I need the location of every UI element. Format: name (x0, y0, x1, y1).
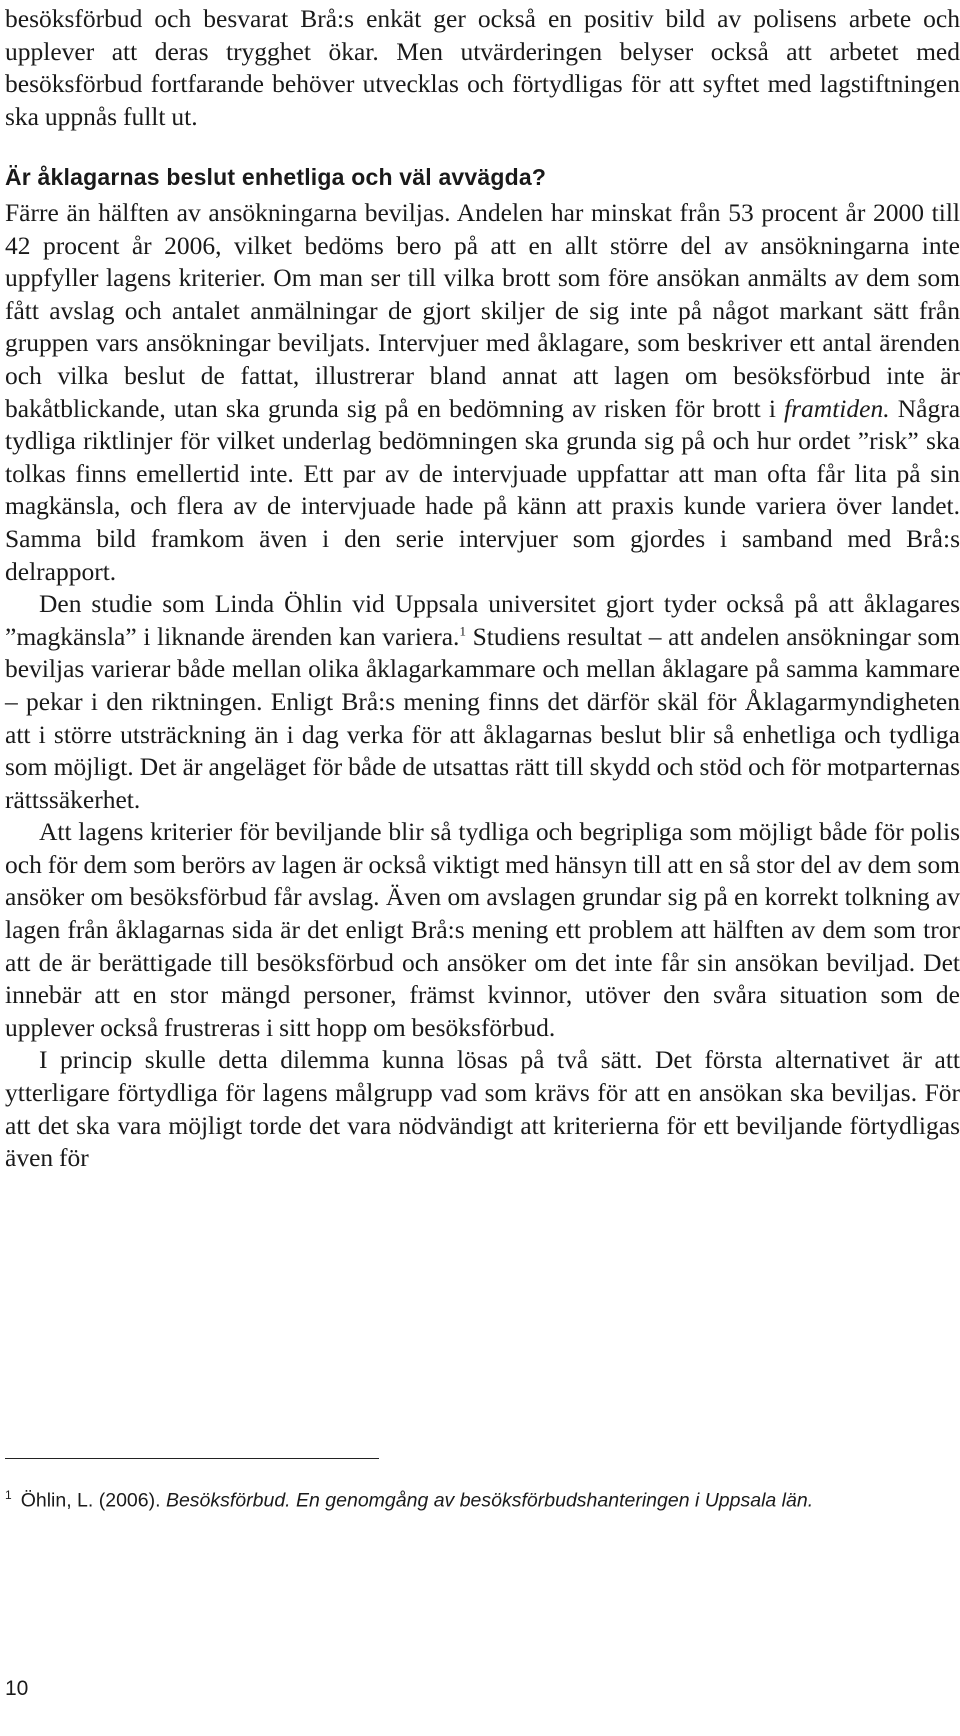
footnote (5, 1488, 813, 1513)
footnote-author: Öhlin, L. (2006). (20, 1489, 166, 1512)
paragraph-2 (5, 588, 960, 816)
paragraph-2-text-a: Den studie som Linda Öhlin vid Uppsala universitet gjort tyder också på att åklagares ”magkänsla” i liknande ärenden kan variera. (5, 589, 960, 651)
section-heading: Är åklagarnas beslut enhetliga och väl avvägda? (5, 164, 547, 190)
footnote-title: Besöksförbud. En genomgång av besöksförbudshanteringen i Uppsala län. (165, 1489, 814, 1512)
paragraph-1-text-a: Färre än hälften av ansökningarna beviljas. Andelen har minskat från 53 procent år 2000 till 42 procent år 2006, vilket bedöms bero på att en allt större del av ansökningarna inte uppfyller lagens kriterier. Om man ser till vilka brott som före ansökan anmälts av dem som fått avslag och antalet anmälningar de gjort skiljer de sig inte på något markant sätt från gruppen vars ansökningar beviljats. Intervjuer med åklagare, som beskriver ett antal ärenden och vilka beslut de fattat, illustrerar bland annat att lagen om besöksförbud inte är bakåtblickande, utan ska grunda sig på en bedömning av risken för brott i (5, 198, 960, 423)
page-number: 10 (5, 1677, 29, 1700)
intro-paragraph-text: besöksförbud och besvarat Brå:s enkät ger också en positiv bild av polisens arbete och upplever att deras trygghet ökar. Men utvärderingen belyser också att arbetet med besöksförbud fortfarande behöver utvecklas och förtydligas för att syftet med lagstiftningen ska uppnås fullt ut. (5, 4, 960, 131)
body-text (5, 197, 960, 1175)
footnote-number: 1 (5, 1488, 12, 1502)
paragraph-2-text-b: Studiens resultat – att andelen ansökningar som beviljas varierar både mellan olika åklagarkammare och mellan åklagare på samma kammare – pekar i den riktningen. Enligt Brå:s mening finns det därför skäl för Åklagarmyndigheten att i större utsträckning än i dag verka för att åklagarnas beslut blir så enhetliga och tydliga som möjligt. Det är angeläget för både de utsattas rätt till skydd och stöd och för motparternas rättssäkerhet. (5, 621, 960, 814)
paragraph-4: I princip skulle detta dilemma kunna lösas på två sätt. Det första alternativet är att ytterligare förtydliga för lagens målgrupp vad som krävs för att en ansökan ska beviljas. För att det ska vara möjligt torde det vara nödvändigt att kriterierna för ett beviljande förtydligas även för (5, 1045, 960, 1173)
footnote-reference: 1 (459, 623, 466, 639)
paragraph-3: Att lagens kriterier för beviljande blir så tydliga och begripliga som möjligt både för polis och för dem som berörs av lagen är också viktigt med hänsyn till att en så stor del av dem som ansöker om besöksförbud får avslag. Även om avslagen grundar sig på en korrekt tolkning av lagen från åklagarnas sida är det enligt Brå:s mening ett problem att hälften av dem som tror att de är berättigade till besöksförbud och ansöker om det inte får sin ansökan beviljad. Det innebär att en stor mängd personer, främst kvinnor, utöver den svåra situation som de upplever också frustreras i sitt hopp om besöksförbud. (5, 817, 960, 1042)
intro-paragraph (5, 3, 960, 133)
paragraph-1-text-b: Några tydliga riktlinjer för vilket underlag bedömningen ska grunda sig på och hur ordet ”risk” ska tolkas finns emellertid inte. Ett par av de intervjuade uppfattar att man ofta får lita på sin magkänsla, och flera av de intervjuade hade på känn att praxis kunde variera över landet. Samma bild framkom även i den serie intervjuer som gjordes i samband med Brå:s delrapport. (5, 393, 960, 586)
paragraph-1 (5, 197, 960, 588)
footnote-divider (5, 1458, 379, 1459)
paragraph-1-emphasis: framtiden. (784, 393, 890, 423)
